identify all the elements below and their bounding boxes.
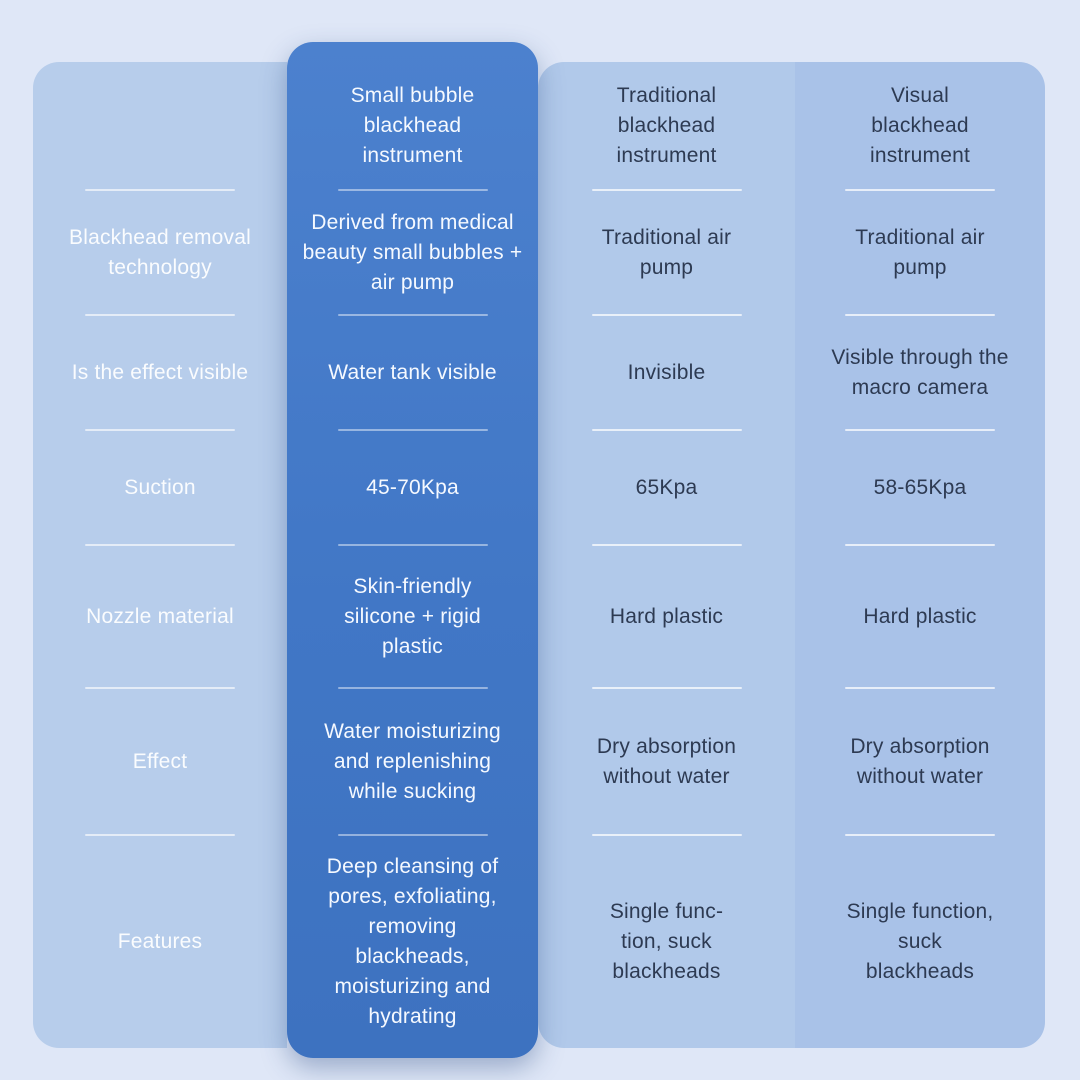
row-label-cell — [33, 430, 287, 545]
value-cell — [795, 835, 1045, 1048]
value-cell — [538, 835, 795, 1048]
cell-value: Skin-friendly silicone + rigid plastic — [344, 574, 481, 658]
row-label-cell — [33, 190, 287, 315]
cell-value: Water tank visible — [328, 360, 497, 384]
row-label: Nozzle material — [86, 604, 234, 628]
cell-value: Derived from medical beauty small bubbles + air pump — [302, 210, 523, 294]
cell-value: Dry absorption without water — [850, 734, 990, 788]
column-header: Traditional blackhead instrument — [616, 84, 717, 167]
value-cell — [287, 545, 538, 688]
cell-value: Single func-tion, suck blackheads — [609, 899, 724, 983]
row-labels-column — [33, 62, 287, 1048]
cell-value: 45-70Kpa — [366, 475, 459, 499]
cell-value: Single function, suck blackheads — [846, 899, 994, 983]
cell-value: Hard plastic — [863, 604, 977, 628]
row-label-cell — [33, 835, 287, 1048]
row-label: Suction — [124, 475, 196, 499]
column-header: Visual blackhead instrument — [869, 84, 971, 167]
row-label-cell — [33, 315, 287, 430]
value-cell — [795, 688, 1045, 835]
row-label-cell — [33, 545, 287, 688]
value-cell — [287, 835, 538, 1048]
column-header-cell — [795, 62, 1045, 190]
cell-value: 58-65Kpa — [873, 475, 967, 499]
value-cell — [538, 688, 795, 835]
column-small-bubble-instrument — [287, 42, 538, 1058]
column-header-cell — [538, 62, 795, 190]
value-cell — [287, 430, 538, 545]
row-label-cell — [33, 688, 287, 835]
cell-value: Hard plastic — [609, 604, 724, 628]
value-cell — [287, 688, 538, 835]
value-cell — [795, 430, 1045, 545]
value-cell — [795, 190, 1045, 315]
column-visual-instrument — [795, 62, 1045, 1048]
column-traditional-instrument — [538, 62, 795, 1048]
row-label: Effect — [132, 749, 188, 773]
row-label: Features — [117, 929, 203, 953]
cell-value: Water moisturizing and replenishing while sucking — [324, 719, 501, 803]
value-cell — [538, 190, 795, 315]
column-header-cell — [287, 62, 538, 190]
cell-value: 65Kpa — [635, 475, 698, 499]
value-cell — [795, 545, 1045, 688]
value-cell — [287, 190, 538, 315]
row-label: Is the effect visible — [71, 360, 249, 384]
cell-value: Invisible — [627, 360, 706, 384]
cell-value: Traditional air pump — [855, 225, 985, 279]
cell-value: Traditional air pump — [601, 225, 732, 279]
row-label: Blackhead removal technology — [69, 225, 251, 279]
cell-value: Deep cleansing of pores, exfoliating, removing blackheads, moisturizing and hydrating — [326, 854, 499, 1028]
value-cell — [538, 545, 795, 688]
cell-value: Visible through the macro camera — [831, 345, 1009, 399]
value-cell — [538, 430, 795, 545]
value-cell — [287, 315, 538, 430]
cell-value: Dry absorption without water — [596, 734, 737, 788]
value-cell — [795, 315, 1045, 430]
column-header: Small bubble blackhead instrument — [350, 84, 475, 167]
value-cell — [538, 315, 795, 430]
empty-header-cell — [33, 62, 287, 190]
